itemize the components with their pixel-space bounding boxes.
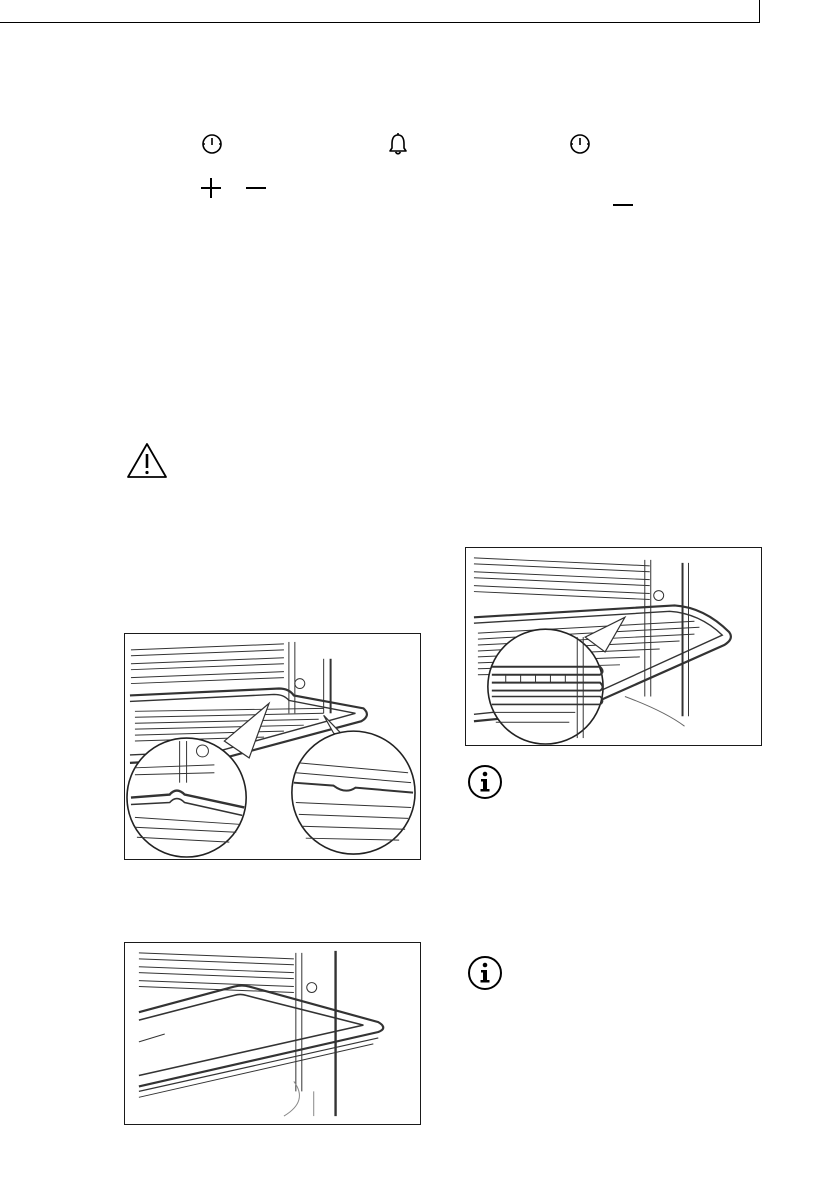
wire-shelf-guides-figure [465,547,762,746]
bell-icon [387,132,409,156]
clock-icon [201,133,223,155]
minus-icon [612,194,634,216]
minus-icon [245,177,267,199]
plus-icon [200,177,222,199]
warning-triangle-icon [126,442,168,480]
wire-shelf-insert-figure [124,633,421,860]
crop-mark [759,0,760,22]
clock-icon [569,133,591,155]
info-icon [467,764,503,800]
baking-tray-insert-figure [124,942,421,1125]
info-icon [467,955,503,991]
crop-mark [0,22,760,23]
